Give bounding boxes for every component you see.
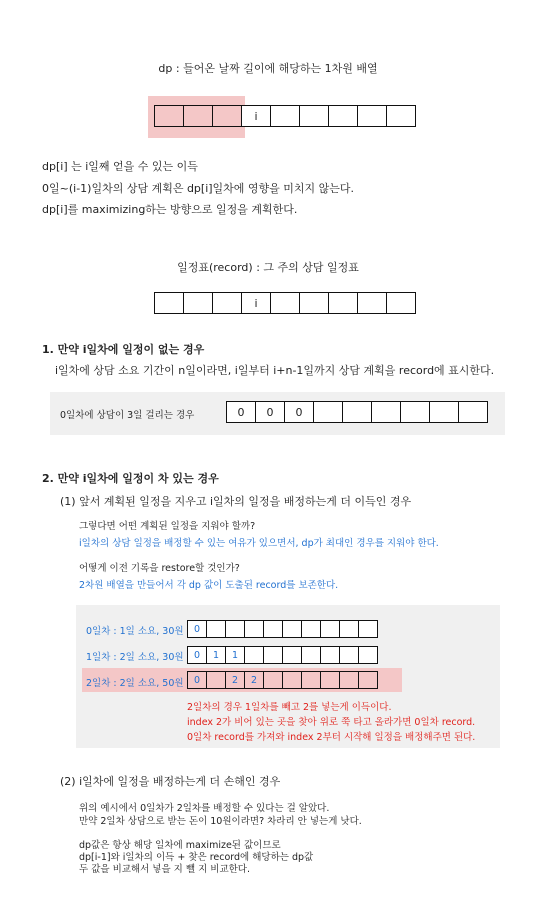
record-row-cell: [320, 671, 340, 689]
record-row: [188, 620, 378, 638]
sub2-line: 두 값을 비교해서 넣을 지 뺄 지 비교한다.: [79, 864, 250, 875]
record-row-cell: [263, 646, 283, 664]
record-row-cell: 0: [187, 671, 207, 689]
record-cell: [299, 292, 329, 314]
record-cell: [212, 292, 242, 314]
red-note: 0일차 record를 가져와 index 2부터 시작해 일정을 배정해주면 된다.: [187, 732, 476, 743]
record-cell: [270, 292, 300, 314]
record-row-cell: 2: [225, 671, 245, 689]
record-row-cell: [282, 671, 302, 689]
section2-heading: 2. 만약 i일차에 일정이 차 있는 경우: [42, 472, 219, 485]
record-cell: [154, 292, 184, 314]
example-cell: [429, 401, 459, 423]
dp-cell: [183, 105, 213, 127]
record-row-cell: [339, 646, 359, 664]
section1-example-array: [227, 401, 488, 423]
record-row-cell: [301, 646, 321, 664]
dp-title: dp : 들어온 날짜 길이에 해당하는 1차원 배열: [158, 62, 378, 75]
example-cell: 0: [255, 401, 285, 423]
record-row-cell: [282, 620, 302, 638]
example-cell: [342, 401, 372, 423]
dp-cell: [328, 105, 358, 127]
red-note: index 2가 비어 있는 곳을 찾아 위로 쭉 타고 올라가면 0일차 record.: [187, 717, 476, 728]
record-row-cell: [225, 620, 245, 638]
record-title: 일정표(record) : 그 주의 상담 일정표: [177, 261, 359, 274]
section2-q2: 어떻게 이전 기록을 restore할 것인가?: [79, 563, 240, 574]
dp-cell: [270, 105, 300, 127]
record-row-cell: [301, 620, 321, 638]
sub2-line: dp[i-1]와 i일차의 이득 + 찾은 record에 해당하는 dp값: [79, 852, 314, 863]
record-row-cell: 0: [187, 620, 207, 638]
section1-example-label: 0일차에 상담이 3일 걸리는 경우: [60, 410, 195, 421]
record-row-cell: [358, 646, 378, 664]
record-row-cell: [263, 620, 283, 638]
section1-heading: 1. 만약 i일차에 일정이 없는 경우: [42, 343, 205, 356]
sub2-line: dp값은 항상 해당 일차에 maximize된 값이므로: [79, 840, 281, 851]
record-cell: i: [241, 292, 271, 314]
record-row-cell: [320, 646, 340, 664]
section2-sub2: (2) i일차에 일정을 배정하는게 더 손해인 경우: [60, 775, 281, 788]
section2-sub1: (1) 앞서 계획된 일정을 지우고 i일차의 일정을 배정하는게 더 이득인 경우: [60, 495, 412, 508]
record-row-cell: [339, 620, 359, 638]
record-row-cell: 2: [244, 671, 264, 689]
record-row-cell: 1: [206, 646, 226, 664]
record-row: [188, 671, 378, 689]
dp-cell: [299, 105, 329, 127]
record-cell: [183, 292, 213, 314]
sub2-line: 만약 2일차 상담으로 받는 돈이 10원이라면? 차라리 안 넣는게 낫다.: [79, 816, 362, 827]
record-row-cell: [244, 620, 264, 638]
section2-q1: 그렇다면 어떤 계획된 일정을 지워야 할까?: [79, 521, 256, 532]
desc-line: dp[i]를 maximizing하는 방향으로 일정을 계획한다.: [42, 203, 298, 216]
sub2-line: 위의 예시에서 0일차가 2일차를 배정할 수 있다는 걸 알았다.: [79, 803, 330, 814]
example-cell: 0: [284, 401, 314, 423]
example-cell: 0: [226, 401, 256, 423]
dp-cell: [154, 105, 184, 127]
record-row-cell: [301, 671, 321, 689]
dp-cell: [386, 105, 416, 127]
example-cell: [313, 401, 343, 423]
record-row-cell: [244, 646, 264, 664]
record-row-cell: [206, 620, 226, 638]
dp-cell: [357, 105, 387, 127]
example-cell: [400, 401, 430, 423]
example-cell: [371, 401, 401, 423]
record-row-cell: [358, 671, 378, 689]
record-row-label: 2일차 : 2일 소요, 50원: [86, 678, 184, 689]
section2-a2: 2차원 배열을 만들어서 각 dp 값이 도출된 record를 보존한다.: [79, 580, 339, 591]
record-row-cell: [282, 646, 302, 664]
record-row-label: 1일차 : 2일 소요, 30원: [86, 652, 184, 663]
record-row-cell: [358, 620, 378, 638]
record-row-cell: [339, 671, 359, 689]
record-row-cell: 1: [225, 646, 245, 664]
desc-line: 0일~(i-1)일차의 상담 계획은 dp[i]일차에 영향을 미치지 않는다.: [42, 182, 355, 195]
desc-line: dp[i] 는 i일째 얻을 수 있는 이득: [42, 160, 198, 173]
record-row: [188, 646, 378, 664]
record-array: [155, 292, 416, 314]
record-row-cell: 0: [187, 646, 207, 664]
red-note: 2일차의 경우 1일차를 빼고 2를 넣는게 이득이다.: [187, 702, 392, 713]
record-row-label: 0일차 : 1일 소요, 30원: [86, 626, 184, 637]
record-cell: [386, 292, 416, 314]
example-cell: [458, 401, 488, 423]
section2-a1: i일차의 상담 일정을 배정할 수 있는 여유가 있으면서, dp가 최대인 경우를 지워야 한다.: [79, 538, 439, 549]
section1-desc: i일차에 상담 소요 기간이 n일이라면, i일부터 i+n-1일까지 상담 계획을 record에 표시한다.: [55, 364, 495, 377]
dp-cell: [212, 105, 242, 127]
record-row-cell: [263, 671, 283, 689]
dp-array: [155, 105, 416, 127]
record-cell: [357, 292, 387, 314]
record-row-cell: [320, 620, 340, 638]
record-cell: [328, 292, 358, 314]
dp-cell: i: [241, 105, 271, 127]
record-row-cell: [206, 671, 226, 689]
